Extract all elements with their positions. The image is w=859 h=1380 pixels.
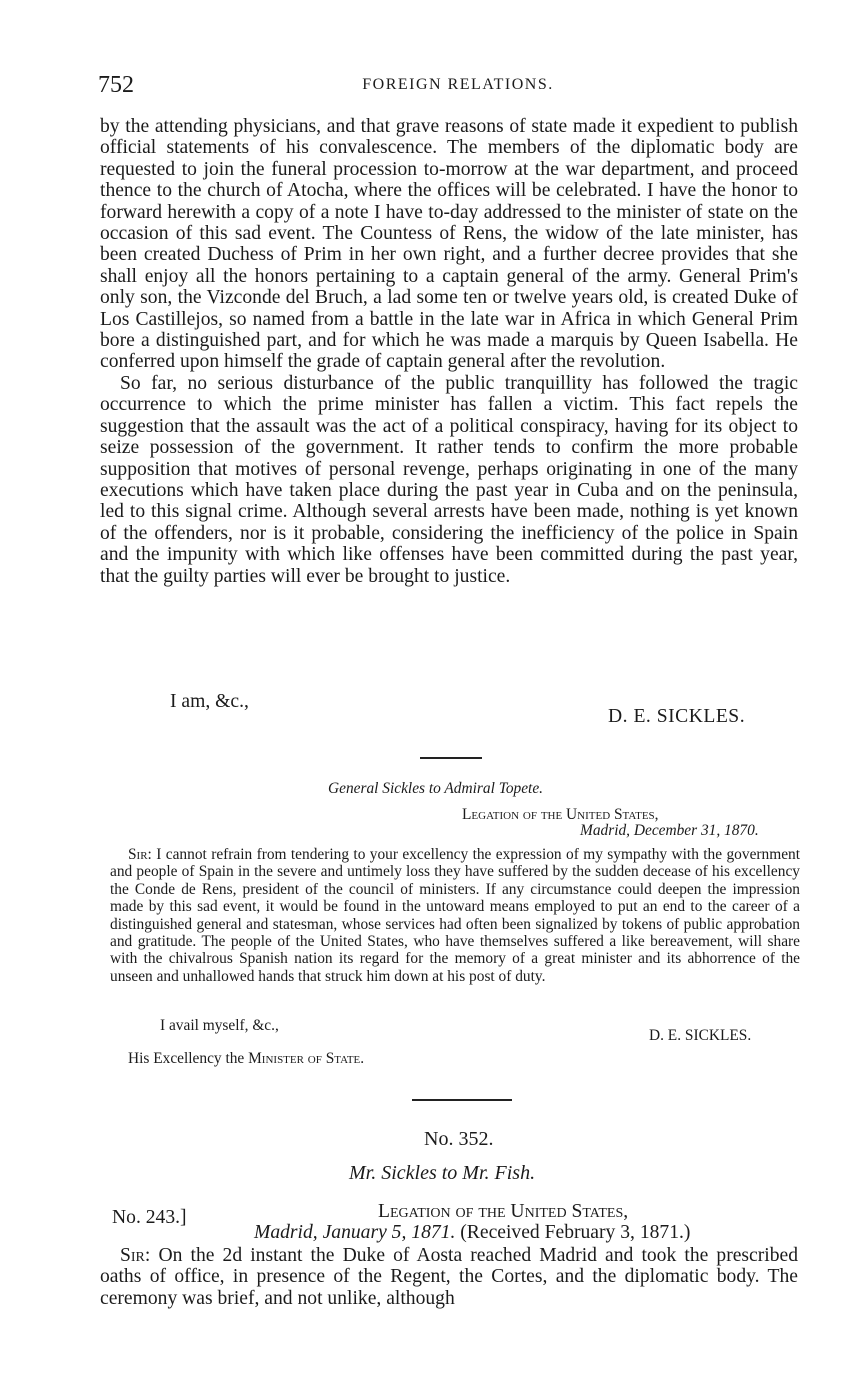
despatch-dateline: Madrid, January 5, 1871. [254, 1222, 456, 1243]
enclosure-body [110, 846, 800, 985]
addressee-prefix: His Excellency the [128, 1050, 245, 1067]
closing-line: I am, &c., [170, 691, 249, 712]
paragraph-1: by the attending physicians, and that grave reasons of state made it expedient to publish official statements of his convalescence. The members of the diplomatic body are requested to join the funeral procession to-morrow at the war department, and proceed thence to the church of Atocha, where the offices will be celebrated. I have the honor to forward herewith a copy of a note I have to-day addressed to the minister of state on the occasion of this sad event. The Countess of Rens, the widow of the late minister, has been created Duchess of Prim in her own right, and a further decree provides that she shall enjoy all the honors pertaining to a captain general of the army. General Prim's only son, the Vizconde del Bruch, a lad some ten or twelve years old, is created Duke of Los Castillejos, so named from a battle in the late war in Africa in which General Prim bore a distinguished part, and for which he was made a marquis by Queen Isabella. He conferred upon himself the grade of captain general after the revolution. [100, 116, 798, 373]
paragraph-2: So far, no serious disturbance of the public tranquillity has followed the tragic occurrence to which the prime minister has fallen a victim. This fact repels the suggestion that the assault was the act of a political conspiracy, having for its object to seize possession of the government. It rather tends to confirm the more probable supposition that motives of personal revenge, perhaps originating in one of the many executions which have taken place during the past year in Cuba and on the peninsula, led to this signal crime. Although several arrests have been made, nothing is yet known of the offenders, nor is it probable, considering the inefficiency of the police in Spain and the impunity with which like offenses have been committed during the past year, that the guilty parties will ever be brought to justice. [100, 372, 798, 587]
section-divider [420, 757, 482, 759]
despatch-reference: No. 243.] [112, 1207, 187, 1228]
enclosure-letter [110, 846, 800, 985]
enclosure-body-text: I cannot refrain from tendering to your excellency the expression of my sympathy with the government and people of Spain in the severe and untimely loss they have suffered by the sudden decease of his excellency the Conde de Rens, president of the council of ministers. If any circumstance could deepen the impression made by this sad event, it would be found in the untoward means employed to put an end to the career of a distinguished general and statesman, whose services had often been signalized by tokens of public approbation and gratitude. The people of the United States, who have themselves suffered a like bereavement, will share with the chivalrous Spanish nation its regard for the memory of a great minister and its abhorrence of the unseen and unhallowed hands that struck him down at his post of duty. [110, 846, 800, 985]
document-number: No. 352. [424, 1128, 494, 1150]
enclosure-dateline: Madrid, December 31, 1870. [580, 822, 759, 839]
addressee [128, 1050, 364, 1068]
enclosure-closing: I avail myself, &c., [160, 1017, 279, 1034]
despatch-body-text: On the 2d instant the Duke of Aosta reached Madrid and took the prescribed oaths of office, in presence of the Regent, the Cortes, and the diplomatic body. The ceremony was brief, and not unlike, although [100, 1245, 799, 1309]
received-note: (Received February 3, 1871.) [460, 1222, 691, 1243]
section-divider-2 [412, 1099, 512, 1101]
addressee-title: Minister of State. [248, 1050, 365, 1067]
salutation: Sir: [128, 846, 152, 863]
page-header [98, 72, 798, 102]
document-title: Mr. Sickles to Mr. Fish. [349, 1162, 536, 1184]
despatch-legation: Legation of the United States, [378, 1201, 629, 1222]
enclosure-title: General Sickles to Admiral Topete. [328, 780, 544, 797]
enclosure-legation: Legation of the United States, [462, 806, 659, 823]
despatch-dateline-line [254, 1222, 690, 1244]
despatch-body [100, 1245, 798, 1309]
despatch-salutation: Sir: [120, 1245, 151, 1266]
page-number: 752 [98, 72, 134, 98]
continued-letter [100, 116, 798, 587]
signature: D. E. SICKLES. [608, 706, 746, 727]
enclosure-signature: D. E. SICKLES. [649, 1027, 752, 1044]
running-title: FOREIGN RELATIONS. [362, 76, 554, 93]
